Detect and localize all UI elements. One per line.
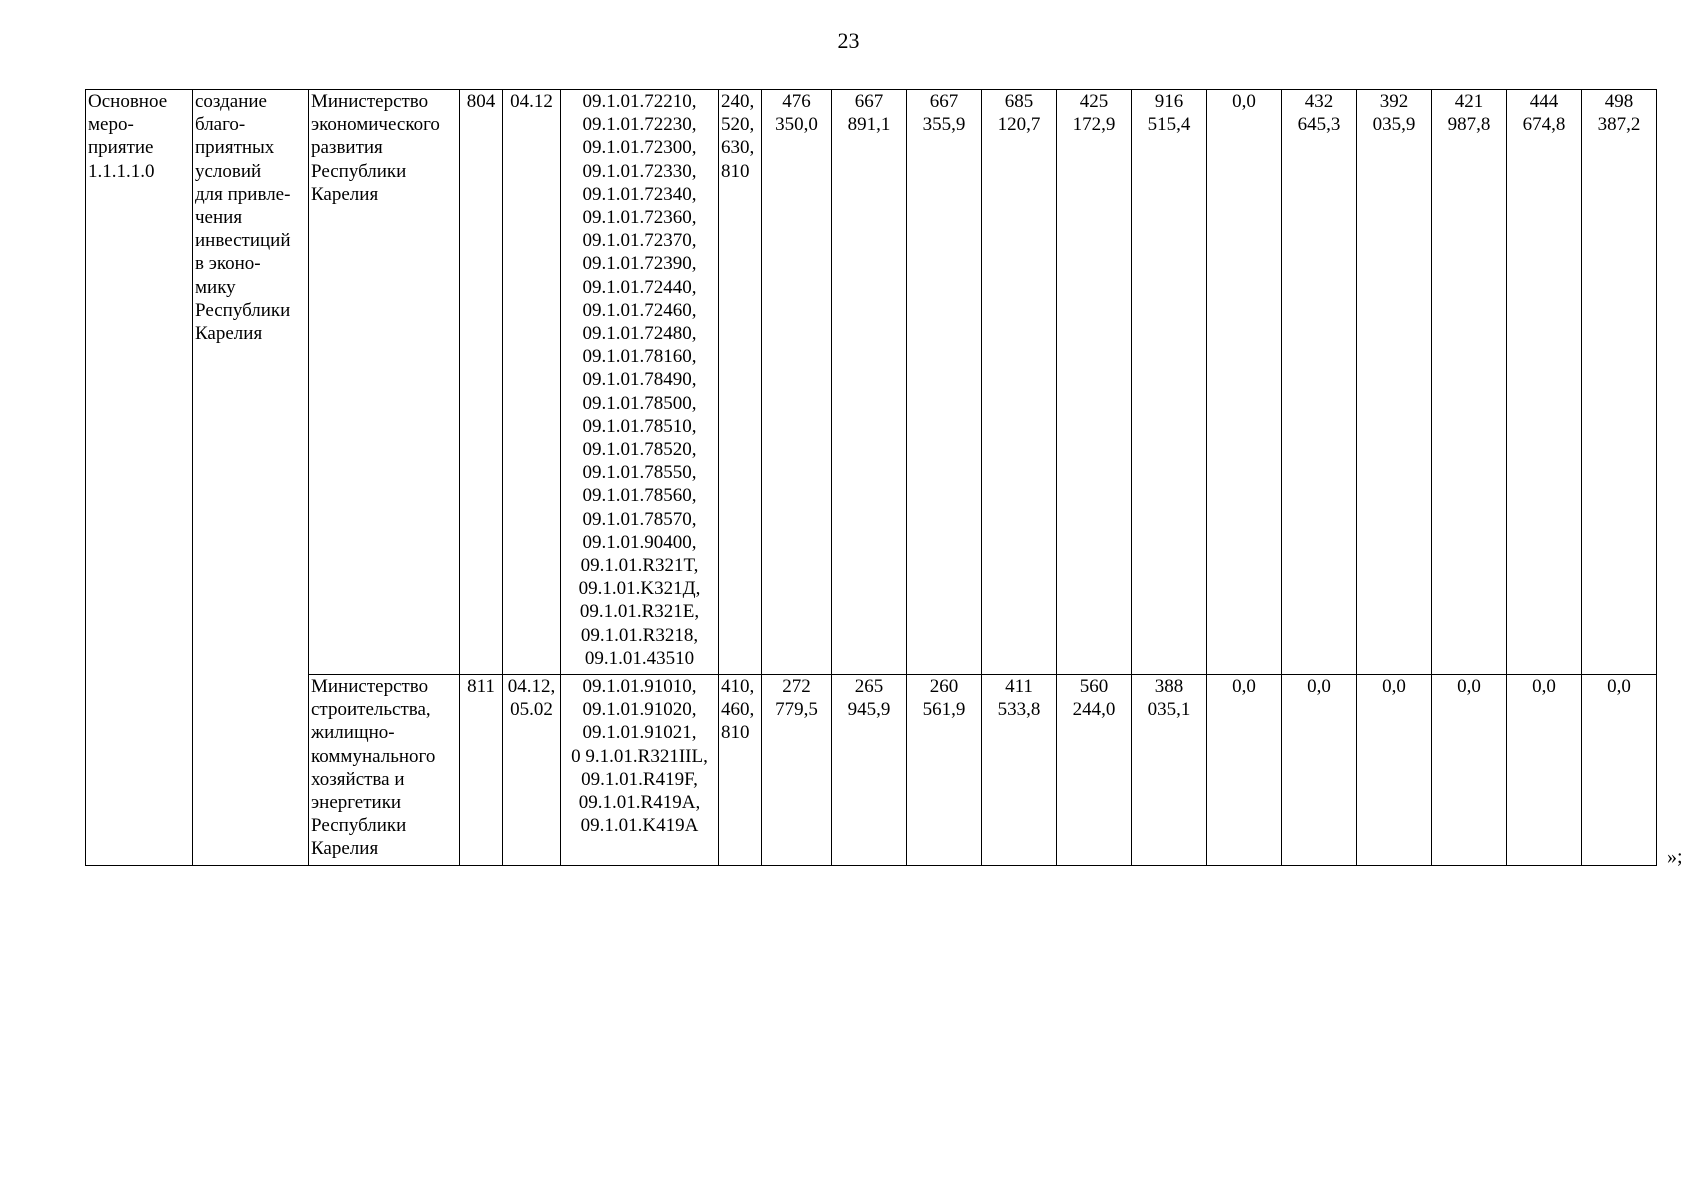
grbs-cell: 804 <box>460 90 503 675</box>
budget-table <box>85 89 1657 866</box>
section-cell: 04.12, 05.02 <box>503 675 561 866</box>
value-cell: 411 533,8 <box>982 675 1057 866</box>
value-cell: 0,0 <box>1207 90 1282 675</box>
value-cell: 260 561,9 <box>907 675 982 866</box>
target-codes-cell: 09.1.01.72210, 09.1.01.72230, 09.1.01.72300, 09.1.01.72330, 09.1.01.72340, 09.1.01.72360, 09.1.01.72370, 09.1.01.72390, 09.1.01.72440, 09.1.01.72460, 09.1.01.72480, 09.1.01.78160, 09.1.01.78490, 09.1.01.78500, 09.1.01.78510, 09.1.01.78520, 09.1.01.78550, 09.1.01.78560, 09.1.01.78570, 09.1.01.90400, 09.1.01.R321T, 09.1.01.K321Д, 09.1.01.R321E, 09.1.01.R3218, 09.1.01.43510 <box>561 90 719 675</box>
value-cell: 425 172,9 <box>1057 90 1132 675</box>
value-cell: 265 945,9 <box>832 675 907 866</box>
value-cell: 272 779,5 <box>762 675 832 866</box>
value-cell: 916 515,4 <box>1132 90 1207 675</box>
table-row <box>86 90 1657 675</box>
target-codes-cell: 09.1.01.91010, 09.1.01.91020, 09.1.01.91021, 0 9.1.01.R321IIL, 09.1.01.R419F, 09.1.01.R419A, 09.1.01.K419A <box>561 675 719 866</box>
ministry-cell: Министерство экономического развития Республики Карелия <box>309 90 460 675</box>
value-cell: 444 674,8 <box>1507 90 1582 675</box>
value-cell: 421 987,8 <box>1432 90 1507 675</box>
table-row <box>86 675 1657 866</box>
value-cell: 388 035,1 <box>1132 675 1207 866</box>
expense-types-cell: 410, 460, 810 <box>719 675 762 866</box>
value-cell: 685 120,7 <box>982 90 1057 675</box>
value-cell: 667 891,1 <box>832 90 907 675</box>
closing-quote-mark: »; <box>1667 846 1683 868</box>
value-cell: 432 645,3 <box>1282 90 1357 675</box>
value-cell: 498 387,2 <box>1582 90 1657 675</box>
value-cell: 0,0 <box>1432 675 1507 866</box>
value-cell: 0,0 <box>1282 675 1357 866</box>
section-cell: 04.12 <box>503 90 561 675</box>
activity-cell: Основное меро- приятие 1.1.1.1.0 <box>86 90 193 866</box>
value-cell: 0,0 <box>1582 675 1657 866</box>
value-cell: 392 035,9 <box>1357 90 1432 675</box>
value-cell: 560 244,0 <box>1057 675 1132 866</box>
expense-types-cell: 240, 520, 630, 810 <box>719 90 762 675</box>
value-cell: 0,0 <box>1207 675 1282 866</box>
value-cell: 476 350,0 <box>762 90 832 675</box>
description-cell: создание благо- приятных условий для привле- чения инвестиций в эконо- мику Республики Карелия <box>193 90 309 866</box>
value-cell: 667 355,9 <box>907 90 982 675</box>
grbs-cell: 811 <box>460 675 503 866</box>
ministry-cell: Министерство строительства, жилищно- коммунального хозяйства и энергетики Республики Карелия <box>309 675 460 866</box>
value-cell: 0,0 <box>1507 675 1582 866</box>
page-number: 23 <box>837 28 860 53</box>
value-cell: 0,0 <box>1357 675 1432 866</box>
